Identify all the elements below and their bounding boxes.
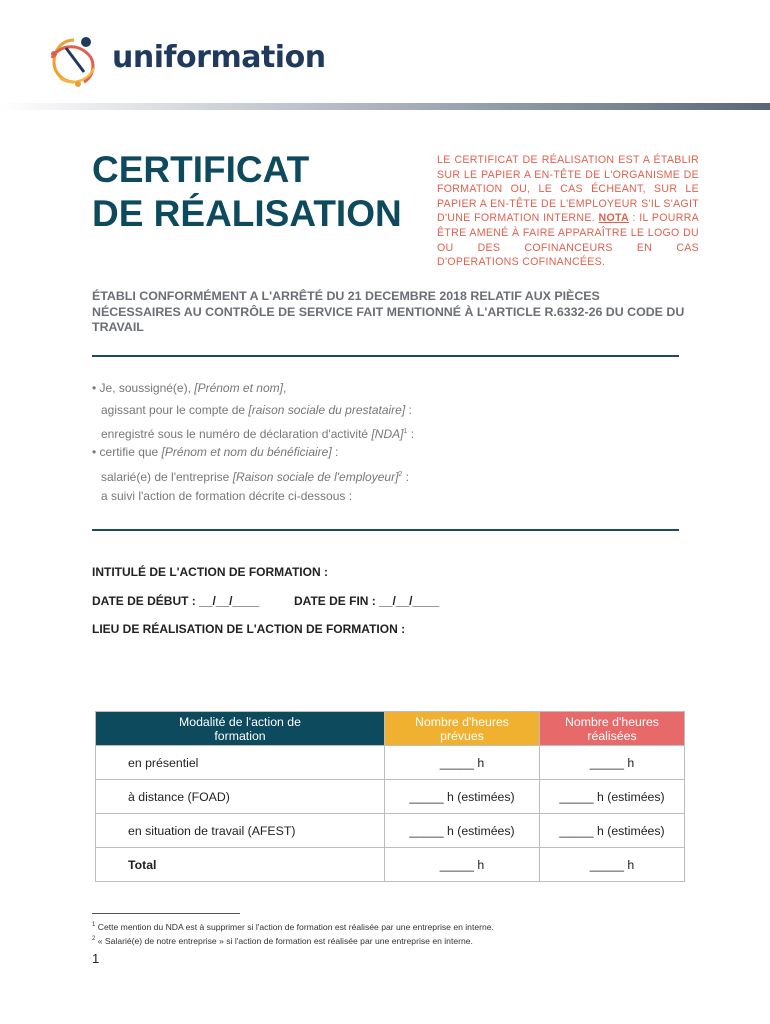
footnote-2: $^2$ « Salarié(e) de notre entreprise » si l'action de formation est réalisée par une entreprise en interne. xyxy=(92,936,473,946)
header-prevues: Nombre d'heures prévues xyxy=(385,712,540,746)
regulation-subtitle: ÉTABLI CONFORMÉMENT A L'ARRÊTÉ DU 21 DECEMBRE 2018 RELATIF AUX PIÈCES NÉCESSAIRES AU CONTRÔLE DE SERVICE FAIT MENTIONNÉ À L'ARTICLE R.6332-26 DU CODE DU TRAVAIL xyxy=(92,289,685,334)
row-realisees: _____ h xyxy=(540,848,685,882)
divider-bottom xyxy=(92,529,679,531)
note-nota: NOTA xyxy=(598,212,629,225)
table-total-row xyxy=(96,848,685,882)
row-realisees: _____ h xyxy=(540,746,685,780)
footnote-1: $^1$ Cette mention du NDA est à supprimer si l'action de formation est réalisée par une entreprise en interne. xyxy=(92,922,494,932)
row-label: en présentiel xyxy=(96,746,385,780)
logo-swirl-icon xyxy=(44,32,106,92)
decl-line-5: salarié(e) de l'entreprise [Raison sociale de l'employeur]$^2$ : xyxy=(101,470,409,484)
uniformation-logo xyxy=(44,32,324,92)
page-title xyxy=(92,148,402,236)
decl-line-6: a suivi l'action de formation décrite ci-dessous : xyxy=(101,489,353,503)
row-prevues: _____ h xyxy=(385,746,540,780)
row-realisees: _____ h (estimées) xyxy=(540,814,685,848)
header-gradient-band xyxy=(0,103,770,110)
decl-line-3: enregistré sous le numéro de déclaration d'activité [NDA]$^1$ : xyxy=(101,427,415,441)
decl-line-2: agissant pour le compte de [raison sociale du prestataire] : xyxy=(101,403,412,417)
modalites-table xyxy=(95,711,685,882)
row-label-total: Total xyxy=(96,848,385,882)
row-label: en situation de travail (AFEST) xyxy=(96,814,385,848)
footnote-divider xyxy=(92,913,240,914)
row-prevues: _____ h xyxy=(385,848,540,882)
row-prevues: _____ h (estimées) xyxy=(385,780,540,814)
field-date-fin: DATE DE FIN : __/__/____ xyxy=(294,594,440,608)
row-label: à distance (FOAD) xyxy=(96,780,385,814)
table-row xyxy=(96,746,685,780)
header-realisees: Nombre d'heures réalisées xyxy=(540,712,685,746)
table-row xyxy=(96,780,685,814)
table-row xyxy=(96,814,685,848)
field-date-debut: DATE DE DÉBUT : __/__/____ xyxy=(92,594,260,608)
field-lieu: LIEU DE RÉALISATION DE L'ACTION DE FORMATION : xyxy=(92,622,406,636)
header-note xyxy=(437,153,699,269)
header-modalite: Modalité de l'action de formation xyxy=(96,712,385,746)
row-prevues: _____ h (estimées) xyxy=(385,814,540,848)
field-intitule: INTITULÉ DE L'ACTION DE FORMATION : xyxy=(92,565,328,579)
logo-wordmark: uniformation xyxy=(112,40,326,75)
page-number: 1 xyxy=(92,951,100,966)
divider-top xyxy=(92,355,679,357)
note-text-1: LE CERTIFICAT DE RÉALISATION EST A ÉTABLIR SUR LE PAPIER A EN-TÊTE DE L'ORGANISME DE FORMATION OU, LE CAS ÉCHEANT, SUR LE PAPIER A EN-TÊTE DE L'EMPLOYEUR S'IL S'AGIT D'UNE FORMATION INTERNE. xyxy=(437,154,699,225)
title-line-1: CERTIFICAT xyxy=(92,149,310,190)
note-text-2: : IL POURRA ÊTRE AMENÉ À FAIRE APPARAÎTRE LE LOGO DU OU DES COFINANCEURS EN CAS D'OPERATIONS COFINANCÉES. xyxy=(437,212,699,269)
table-header-row xyxy=(96,712,685,746)
title-line-2: DE RÉALISATION xyxy=(92,193,402,234)
decl-line-4: • certifie que [Prénom et nom du bénéficiaire] : xyxy=(92,445,339,459)
row-realisees: _____ h (estimées) xyxy=(540,780,685,814)
decl-line-1: • Je, soussigné(e), [Prénom et nom], xyxy=(92,381,287,395)
